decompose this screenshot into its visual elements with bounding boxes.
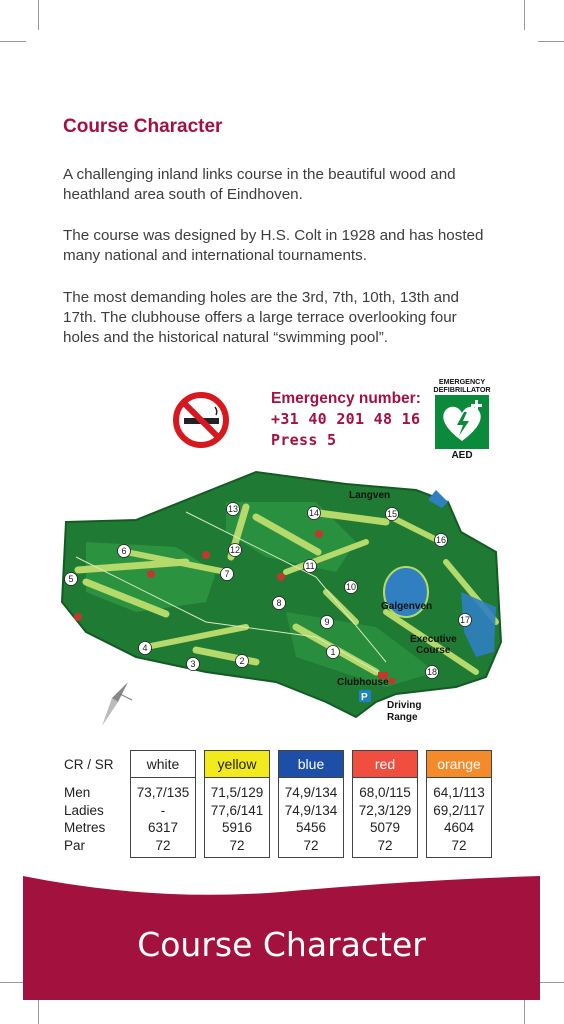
svg-text:16: 16 [435, 535, 447, 545]
svg-text:12: 12 [229, 545, 241, 555]
holes-paragraph: The most demanding holes are the 3rd, 7th, 10th, 13th and 17th. The clubhouse offers a large terrace overlooking four holes and the historical natural “swimming pool”. [63, 289, 459, 346]
intro-paragraph: A challenging inland links course in the beautiful wood and heathland area south of Eindhoven. [63, 166, 456, 203]
emergency-label: Emergency number: [271, 390, 421, 407]
tee-yellow-values: 71,5/129 77,6/141 5916 72 [204, 778, 270, 858]
svg-text:14: 14 [308, 508, 320, 518]
crop-mark [38, 0, 39, 30]
tee-red-values: 68,0/115 72,3/129 5079 72 [352, 778, 418, 858]
svg-text:8: 8 [276, 598, 282, 608]
map-label-course: Course [416, 645, 451, 656]
svg-text:6: 6 [121, 546, 127, 556]
crop-mark [538, 982, 564, 983]
svg-text:17: 17 [459, 615, 471, 625]
tee-white-header: white [130, 750, 196, 778]
crop-mark [524, 0, 525, 30]
crop-mark [538, 41, 564, 42]
tee-white-values: 73,7/135 - 6317 72 [130, 778, 196, 858]
page-title: Course Character [63, 116, 223, 137]
tee-red-header: red [352, 750, 418, 778]
emergency-number: +31 40 201 48 16 [271, 410, 421, 428]
svg-text:15: 15 [386, 509, 398, 519]
no-smoking-icon [172, 391, 230, 449]
tee-orange-values: 64,1/113 69,2/117 4604 72 [426, 778, 492, 858]
map-label-range: Range [387, 712, 418, 723]
svg-text:18: 18 [426, 667, 438, 677]
crop-mark [0, 41, 26, 42]
svg-text:13: 13 [227, 504, 239, 514]
svg-text:4: 4 [142, 643, 148, 653]
svg-text:3: 3 [190, 659, 196, 669]
emergency-press: Press 5 [271, 431, 337, 449]
svg-text:9: 9 [324, 617, 330, 627]
tee-blue-values: 74,9/134 74,9/134 5456 72 [278, 778, 344, 858]
svg-text:7: 7 [224, 569, 230, 579]
footer-title: Course Character [137, 925, 426, 964]
course-rating-table [64, 750, 492, 858]
svg-text:11: 11 [305, 561, 315, 571]
map-label-langven: Langven [349, 490, 391, 501]
tee-orange-header: orange [426, 750, 492, 778]
svg-text:10: 10 [345, 582, 357, 592]
rating-row-labels: Men Ladies Metres Par [64, 785, 106, 853]
svg-text:2: 2 [239, 656, 245, 666]
history-paragraph: The course was designed by H.S. Colt in 1928 and has hosted many national and international tournaments. [63, 227, 484, 264]
map-label-driving: Driving [387, 700, 422, 711]
rating-header-label: CR / SR [64, 756, 114, 772]
svg-text:5: 5 [68, 574, 74, 584]
emergency-block [271, 388, 421, 451]
map-label-executive: Executive [410, 634, 457, 645]
aed-caption: EMERGENCY [438, 377, 486, 386]
tee-yellow-header: yellow [204, 750, 270, 778]
aed-sign [431, 378, 493, 461]
map-label-clubhouse: Clubhouse [337, 677, 389, 688]
parking-icon: P [361, 692, 368, 703]
aed-label: AED [451, 450, 473, 461]
tee-blue-header: blue [278, 750, 344, 778]
aed-heart-icon [435, 395, 489, 449]
aed-caption: DEFIBRILLATOR [433, 385, 491, 394]
map-label-galgenven: Galgenven [381, 601, 433, 612]
svg-text:1: 1 [330, 647, 336, 657]
north-arrow-icon [98, 680, 134, 730]
